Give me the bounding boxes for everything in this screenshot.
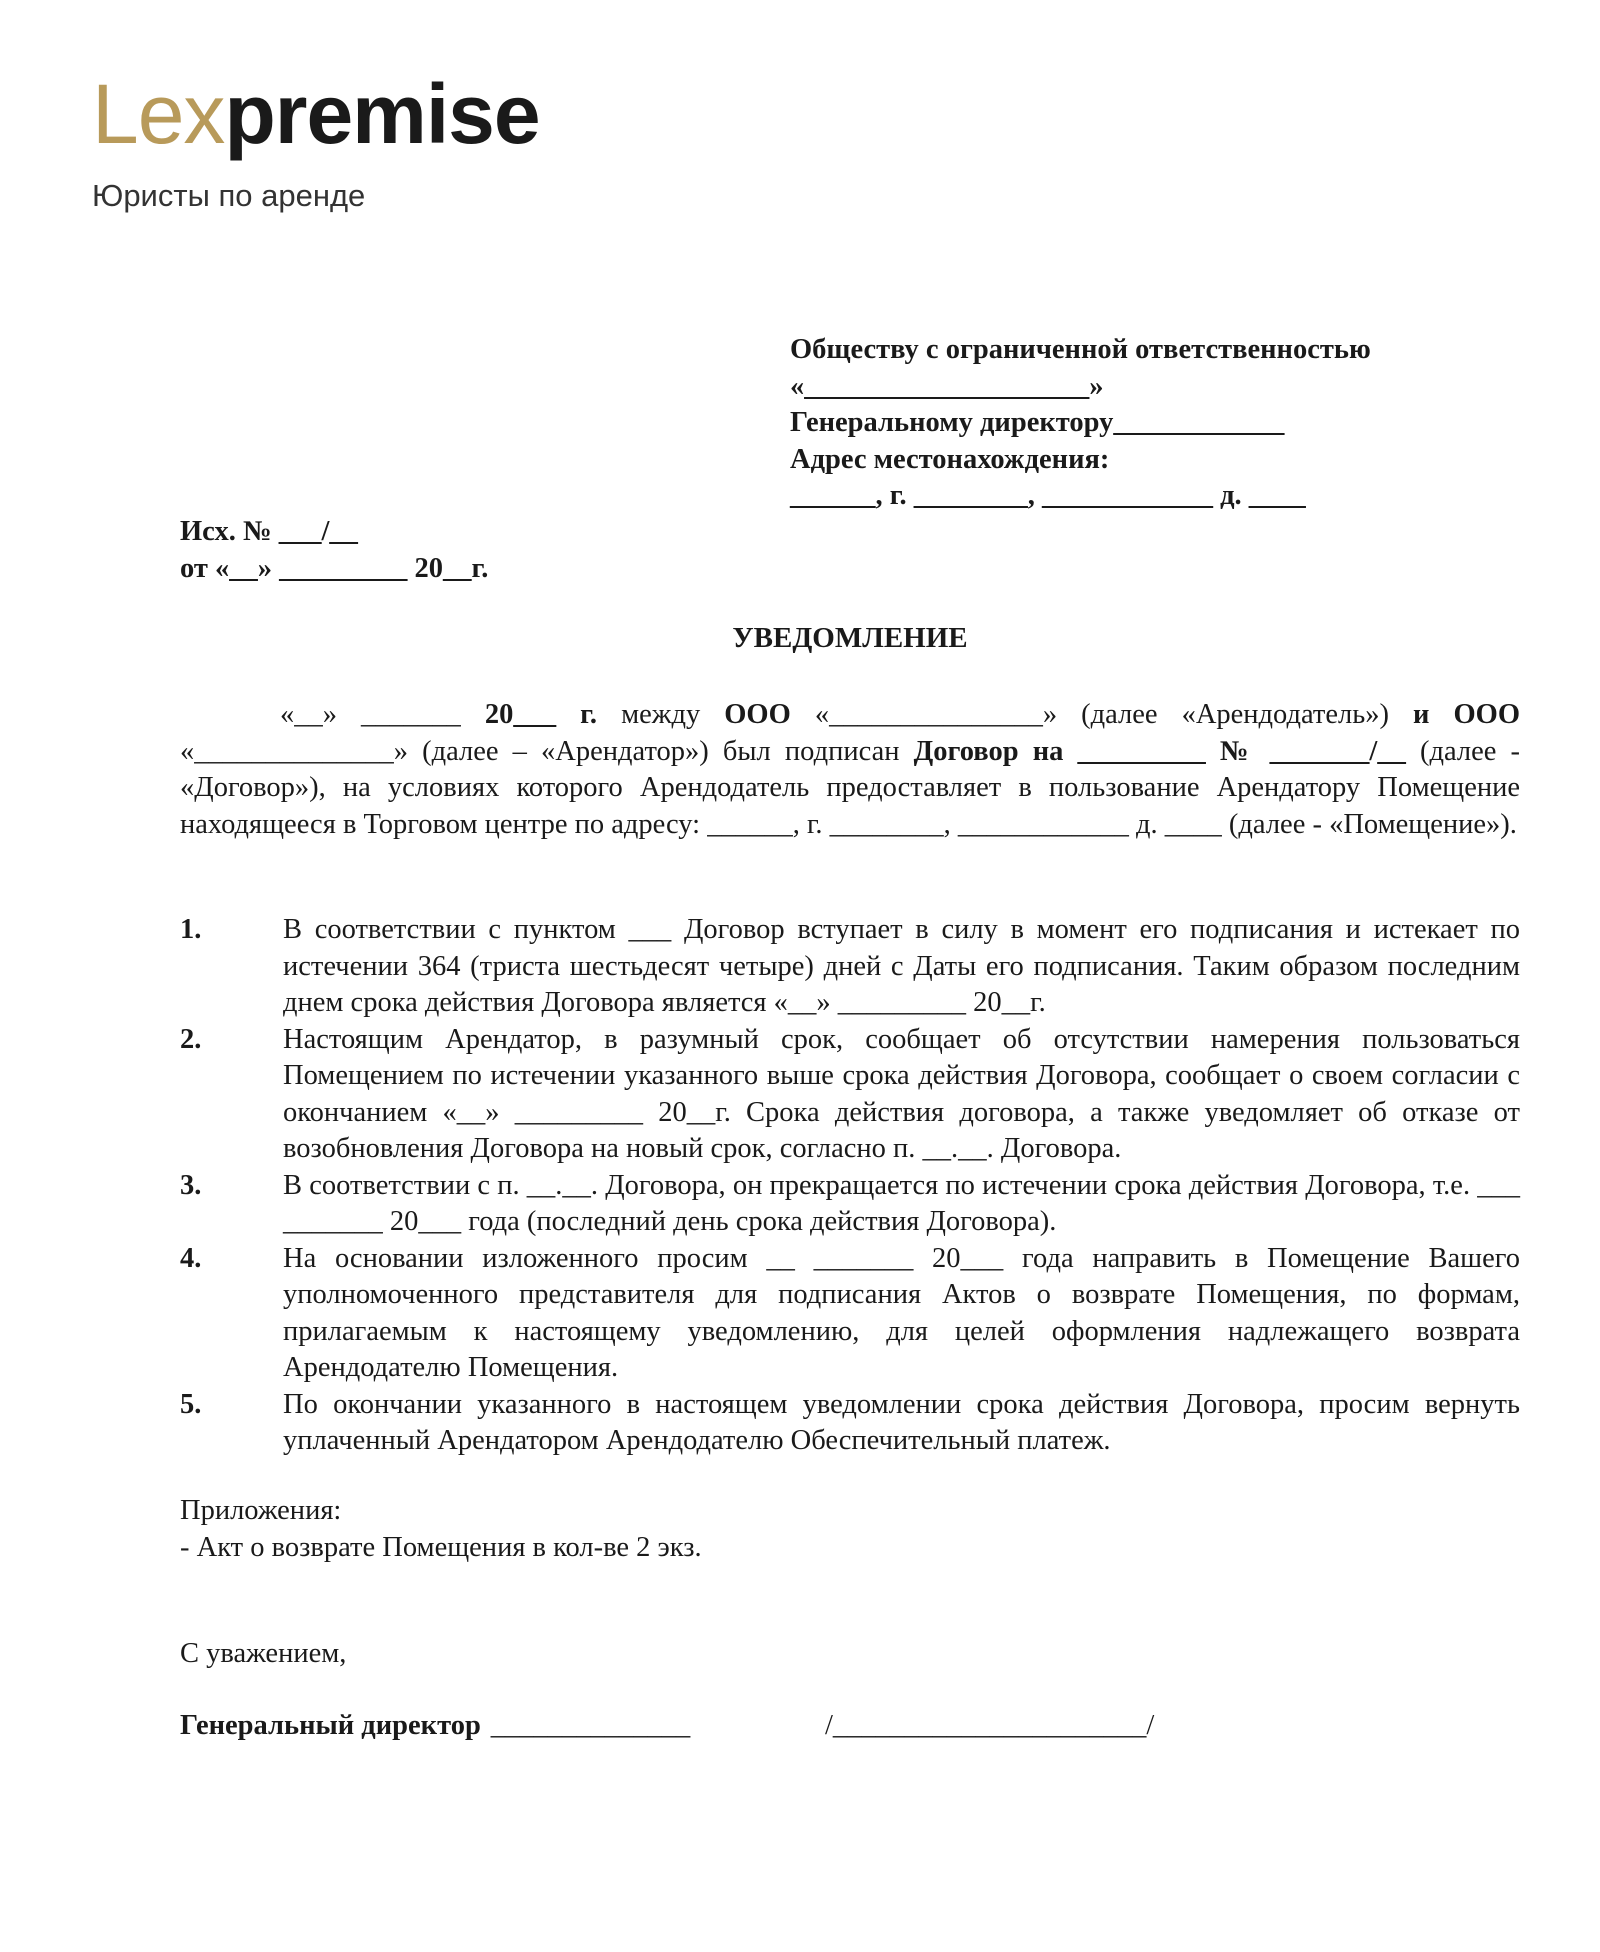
intro-landlord-form: ООО [724, 699, 791, 730]
logo-tagline: Юристы по аренде [92, 178, 366, 213]
list-item-text: В соответствии с пунктом ___ Договор вступает в силу в момент его подписания и истекает по истечении 364 (триста шестьдесят четыре) дней с Даты его подписания. Таким образом последним днем срока действия Договора является «__» _________ 20__г. [283, 914, 1520, 1018]
outgoing-number: Исх. № ___/__ [180, 516, 358, 547]
intro-rest: (далее - «Договор»), на условиях которого Арендодатель предоставляет в пользование Арендатору Помещение находящееся в Торговом центре по адресу: ______, г. ________, ____________ д. ____ (далее - «Помещение»). [180, 735, 1521, 840]
closing-regards: С уважением, [180, 1638, 347, 1669]
intro-date: «__» _______ [280, 699, 485, 730]
intro-tenant: «______________» (далее – «Арендатор») был подписан [180, 735, 914, 767]
list-item-number: 2. [180, 1023, 202, 1055]
addressee-line-company-name: «____________________» [790, 370, 1104, 402]
attachments-block [180, 1492, 702, 1566]
attachment-item: - Акт о возврате Помещения в кол-ве 2 экз. [180, 1532, 702, 1563]
numbered-list [180, 912, 1520, 1460]
company-logo [92, 67, 540, 161]
list-item [180, 1241, 1520, 1387]
addressee-line-address: ______, г. ________, ____________ д. ____ [790, 480, 1306, 511]
list-item [180, 1022, 1520, 1168]
list-item [180, 1168, 1520, 1241]
outgoing-reference [180, 513, 488, 587]
list-item-text: В соответствии с п. __.__. Договора, он прекращается по истечении срока действия Договора, т.е. ___ _______ 20___ года (последний день срока действия Договора). [283, 1169, 1520, 1237]
outgoing-date: от «__» _________ 20__г. [180, 553, 489, 584]
list-item-number: 1. [180, 914, 202, 945]
signature-block [180, 1710, 1155, 1742]
intro-between: между [597, 699, 725, 730]
list-item [180, 1387, 1520, 1460]
list-item-text: Настоящим Арендатор, в разумный срок, сообщает об отсутствии намерения пользоваться Помещением по истечении указанного выше срока действия Договора, сообщает о своем согласии с окончанием «__» _________ 20__г. Срока действия договора, а также уведомляет об отказе от возобновления Договора на новый срок, согласно п. __.__. Договора. [283, 1023, 1520, 1164]
signature-line: ______________ [490, 1710, 691, 1741]
addressee-line-address-label: Адрес местонахождения: [790, 443, 1110, 475]
list-item-number: 3. [180, 1169, 202, 1201]
addressee-block [790, 332, 1371, 515]
intro-tenant-form: и ООО [1413, 699, 1520, 730]
signatory-role: Генеральный директор [180, 1710, 481, 1741]
logo-part-premise: premise [224, 67, 540, 161]
intro-contract: Договор на _________ № _______/__ [913, 735, 1406, 767]
attachments-heading: Приложения: [180, 1495, 342, 1526]
list-item [180, 912, 1520, 1022]
document-title: УВЕДОМЛЕНИЕ [732, 622, 968, 654]
logo-part-lex: Lex [92, 67, 225, 161]
list-item-number: 4. [180, 1242, 202, 1274]
addressee-line-director: Генеральному директору____________ [790, 407, 1285, 438]
list-item-number: 5. [180, 1388, 202, 1420]
list-item-text: На основании изложенного просим __ _______ 20___ года направить в Помещение Вашего уполномоченного представителя для подписания Актов о возврате Помещения, по формам, прилагаемым к настоящему уведомлению, для целей оформления надлежащего возврата Арендодателю Помещения. [283, 1242, 1520, 1383]
addressee-line-company-type: Обществу с ограниченной ответственностью [790, 334, 1371, 365]
intro-paragraph [180, 697, 1520, 843]
list-item-text: По окончании указанного в настоящем уведомлении срока действия Договора, просим вернуть уплаченный Арендатором Арендодателю Обеспечительный платеж. [283, 1388, 1520, 1456]
signature-name-line: /______________________/ [825, 1710, 1155, 1741]
intro-landlord: «_______________» (далее «Арендодатель») [790, 699, 1414, 730]
intro-year: 20___ г. [484, 699, 598, 730]
